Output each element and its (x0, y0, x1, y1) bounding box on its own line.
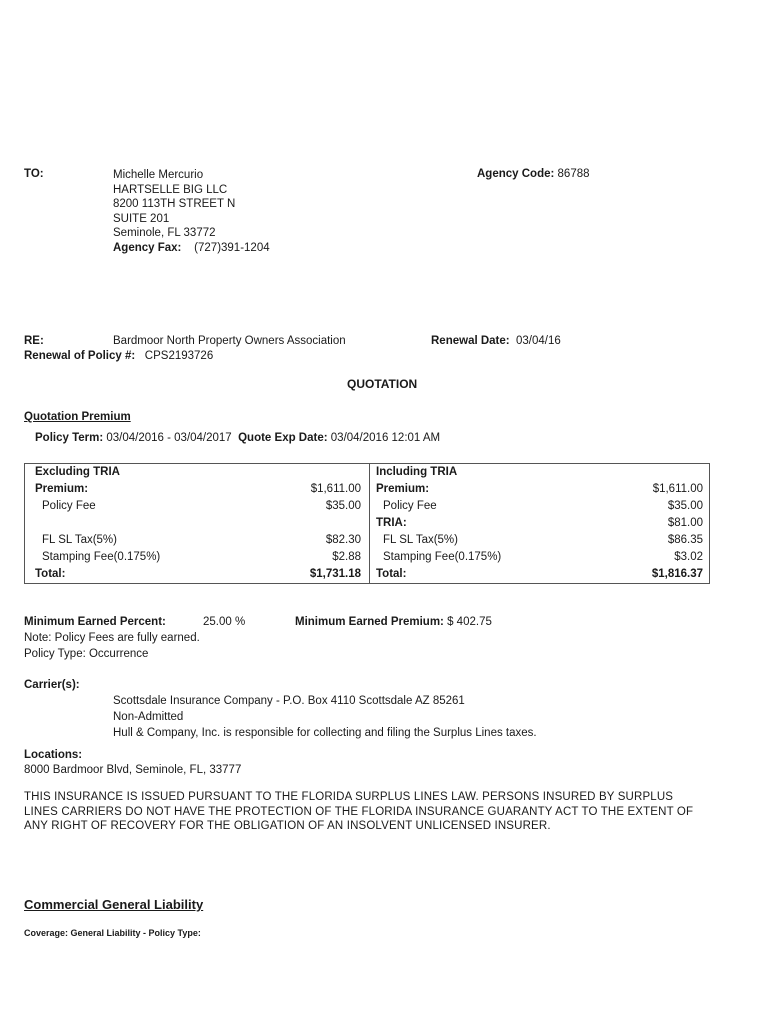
carrier-admitted-status: Non-Admitted (113, 711, 184, 723)
renewal-date-value: 03/04/16 (516, 335, 561, 347)
renewal-policy (24, 350, 213, 362)
excl-total-value: $1,731.18 (309, 568, 361, 580)
recipient-name: Michelle Mercurio (113, 169, 204, 181)
min-earned-premium-label: Minimum Earned Premium: (295, 616, 444, 628)
policy-type: Policy Type: Occurrence (24, 648, 149, 660)
notice-line-2: LINES CARRIERS DO NOT HAVE THE PROTECTION OF THE FLORIDA INSURANCE GUARANTY ACT TO THE EXTENT OF (24, 805, 694, 818)
quotation-title: QUOTATION (347, 377, 418, 391)
notice-line-1: THIS INSURANCE IS ISSUED PURSUANT TO THE FLORIDA SURPLUS LINES LAW. PERSONS INSURED BY SURPLUS (24, 791, 674, 803)
policy-fee-note: Note: Policy Fees are fully earned. (24, 632, 200, 644)
locations-label: Locations: (24, 749, 83, 761)
quote-exp-label: Quote Exp Date: (238, 432, 328, 444)
agency-fax-line (113, 241, 270, 256)
policy-term-label: Policy Term: (35, 432, 104, 444)
incl-premium-label: Premium: (376, 483, 430, 495)
location-address: 8000 Bardmoor Blvd, Seminole, FL, 33777 (24, 764, 242, 776)
renewal-policy-value: CPS2193726 (144, 350, 214, 362)
policy-term-value: 03/04/2016 - 03/04/2017 (106, 432, 232, 444)
incl-premium-value: $1,611.00 (652, 483, 703, 495)
incl-tria-value: $81.00 (667, 517, 703, 529)
re-label: RE: (24, 335, 44, 347)
incl-policy-fee-value: $35.00 (667, 500, 703, 512)
excl-stamping-label: Stamping Fee(0.175%) (42, 551, 161, 563)
renewal-date (431, 335, 561, 347)
quote-exp-value: 03/04/2016 12:01 AM (330, 432, 441, 444)
coverage-line: Coverage: General Liability - Policy Type: (24, 928, 201, 938)
agency-code (477, 168, 590, 180)
incl-total-value: $1,816.37 (651, 568, 703, 580)
excluding-tria-heading: Excluding TRIA (35, 466, 120, 478)
carrier-tax-note: Hull & Company, Inc. is responsible for collecting and filing the Surplus Lines taxes. (113, 727, 537, 739)
excl-stamping-value: $2.88 (332, 551, 361, 563)
to-label: TO: (24, 168, 44, 180)
insured-name: Bardmoor North Property Owners Association (113, 335, 346, 347)
recipient-city: Seminole, FL 33772 (113, 227, 216, 240)
cgl-heading: Commercial General Liability (24, 897, 204, 912)
carrier-name: Scottsdale Insurance Company - P.O. Box 4110 Scottsdale AZ 85261 (113, 695, 465, 707)
min-earned-premium-value: $ 402.75 (447, 616, 492, 628)
excl-premium-value: $1,611.00 (310, 483, 361, 495)
agency-code-value: 86788 (557, 168, 590, 180)
notice-line-3: ANY RIGHT OF RECOVERY FOR THE OBLIGATION OF AN INSOLVENT UNLICENSED INSURER. (24, 820, 551, 833)
tria-comparison-table (24, 463, 710, 584)
renewal-policy-label: Renewal of Policy #: (24, 350, 136, 362)
incl-tria-label: TRIA: (376, 517, 407, 529)
carriers-label: Carrier(s): (24, 679, 80, 691)
excl-policy-fee-value: $35.00 (325, 500, 361, 512)
quotation-premium-heading: Quotation Premium (24, 411, 131, 423)
incl-policy-fee-label: Policy Fee (383, 500, 437, 512)
excl-premium-label: Premium: (35, 483, 89, 495)
excl-tax-value: $82.30 (325, 534, 361, 546)
including-tria-heading: Including TRIA (376, 466, 458, 478)
incl-stamping-label: Stamping Fee(0.175%) (383, 551, 502, 563)
excl-tax-label: FL SL Tax(5%) (42, 534, 117, 546)
excl-total-label: Total: (35, 568, 66, 580)
min-earned-percent-label: Minimum Earned Percent: (24, 616, 166, 628)
surplus-lines-notice (24, 790, 754, 834)
recipient-street: 8200 113TH STREET N (113, 198, 236, 211)
min-earned-percent-value: 25.00 % (203, 616, 246, 628)
recipient-company: HARTSELLE BIG LLC (113, 183, 228, 196)
incl-tax-label: FL SL Tax(5%) (383, 534, 458, 546)
table-divider (369, 464, 370, 583)
agency-fax-label: Agency Fax: (113, 241, 182, 254)
agency-fax-value: (727)391-1204 (194, 241, 270, 254)
min-earned-premium (295, 616, 492, 628)
incl-stamping-value: $3.02 (674, 551, 703, 563)
excl-policy-fee-label: Policy Fee (42, 500, 96, 512)
recipient-suite: SUITE 201 (113, 212, 170, 225)
policy-term-line (35, 432, 440, 444)
incl-tax-value: $86.35 (667, 534, 703, 546)
renewal-date-label: Renewal Date: (431, 335, 510, 347)
recipient-address (113, 168, 270, 256)
incl-total-label: Total: (376, 568, 407, 580)
agency-code-label: Agency Code: (477, 168, 555, 180)
